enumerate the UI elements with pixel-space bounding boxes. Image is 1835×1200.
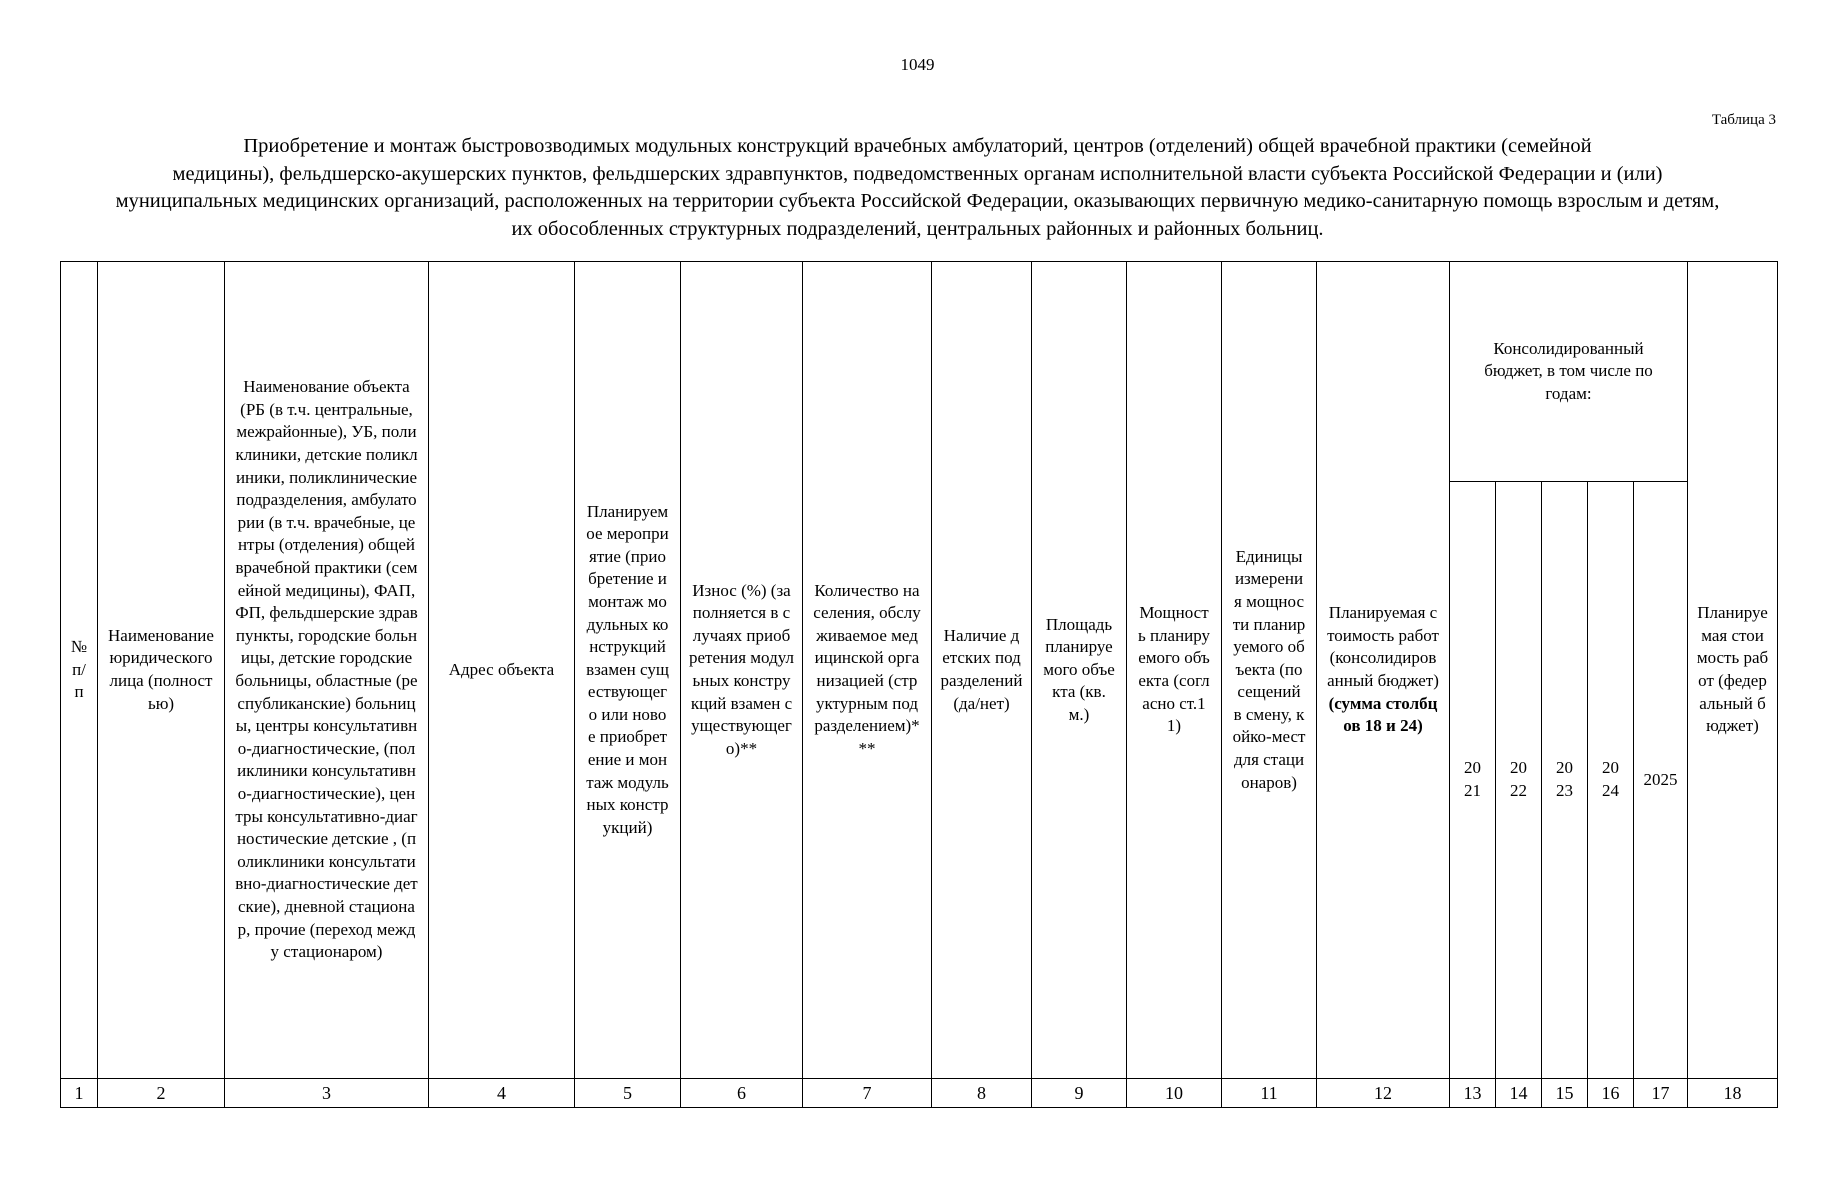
- header-address: Адрес объекта: [429, 262, 575, 1079]
- column-number: 6: [681, 1079, 803, 1108]
- column-number: 12: [1317, 1079, 1450, 1108]
- column-number: 14: [1496, 1079, 1542, 1108]
- header-population: Количество населения, обслуживаемое медицинской организацией (структурным подразделением)***: [803, 262, 932, 1079]
- header-capacity-units: Единицы измерения мощности планируемого объекта (посещений в смену, койко-мест для стационаров): [1222, 262, 1317, 1079]
- header-planned-activity: Планируемое мероприятие (приобретение и монтаж модульных конструкций взамен существующего или новое приобретение и монтаж модульных конструкций): [575, 262, 681, 1079]
- column-number: 18: [1688, 1079, 1778, 1108]
- column-number-row: [61, 1079, 1778, 1108]
- header-year: 2021: [1450, 482, 1496, 1079]
- header-wear: Износ (%) (заполняется в случаях приобретения модульных конструкций взамен существующего)**: [681, 262, 803, 1079]
- column-number: 3: [225, 1079, 429, 1108]
- header-row-number: № п/п: [61, 262, 98, 1079]
- column-number: 17: [1634, 1079, 1688, 1108]
- column-number: 1: [61, 1079, 98, 1108]
- header-consolidated-budget-group: Консолидированный бюджет, в том числе по годам:: [1450, 262, 1688, 482]
- column-number: 2: [98, 1079, 225, 1108]
- title-line: их обособленных структурных подразделений, центральных районных и районных больниц.: [511, 217, 1324, 240]
- header-children-units: Наличие детских подразделений (да/нет): [932, 262, 1032, 1079]
- header-year: 2023: [1542, 482, 1588, 1079]
- header-year: 2022: [1496, 482, 1542, 1079]
- title-line: Приобретение и монтаж быстровозводимых модульных конструкций врачебных амбулаторий, центров (отделений) общей врачебной практики (семейной: [243, 135, 1592, 157]
- data-table: [60, 261, 1778, 1108]
- header-legal-entity: Наименование юридического лица (полностью): [98, 262, 225, 1079]
- column-number: 16: [1588, 1079, 1634, 1108]
- header-object-name: Наименование объекта (РБ (в т.ч. центральные, межрайонные), УБ, поликлиники, детские поликлиники, поликлинические подразделения, амбулатории (в т.ч. врачебные, центры (отделения) общей врачебной практики (семейной медицины), ФАП, ФП, фельдшерские здравпункты, городские больницы, детские городские больницы, областные (республиканские) больницы, центры консультативно-диагностические, (поликлиники консультативно-диагностические), центры консультативно-диагностические детские , (поликлиники консультативно-диагностические детские), дневной стационар, прочие (переход между стационаром): [225, 262, 429, 1079]
- header-planned-cost-consolidated: [1317, 262, 1450, 1079]
- planned-cost-text: Планируемая стоимость работ (консолидированный бюджет): [1327, 603, 1439, 690]
- column-number: 13: [1450, 1079, 1496, 1108]
- page-number: 1049: [900, 55, 935, 74]
- header-planned-cost-federal: Планируемая стоимость работ (федеральный бюджет): [1688, 262, 1778, 1079]
- header-capacity: Мощность планируемого объекта (согласно ст.11): [1127, 262, 1222, 1079]
- header-year: 2025: [1634, 482, 1688, 1079]
- title-line: медицины), фельдшерско-акушерских пунктов, фельдшерских здравпунктов, подведомственных органам исполнительной власти субъекта Российской Федерации и (или): [172, 162, 1663, 185]
- column-number: 9: [1032, 1079, 1127, 1108]
- column-number: 15: [1542, 1079, 1588, 1108]
- title-line: муниципальных медицинских организаций, расположенных на территории субъекта Российской Федерации, оказывающих первичную медико-санитарную помощь взрослым и детям,: [115, 190, 1720, 212]
- header-year: 2024: [1588, 482, 1634, 1079]
- column-number: 7: [803, 1079, 932, 1108]
- planned-cost-note: (сумма столбцов 18 и 24): [1328, 693, 1438, 736]
- column-number: 11: [1222, 1079, 1317, 1108]
- column-number: 10: [1127, 1079, 1222, 1108]
- document-title: [50, 133, 1785, 243]
- column-number: 5: [575, 1079, 681, 1108]
- table-label: Таблица 3: [1711, 112, 1776, 128]
- column-number: 4: [429, 1079, 575, 1108]
- header-area: Площадь планируемого объекта (кв.м.): [1032, 262, 1127, 1079]
- column-number: 8: [932, 1079, 1032, 1108]
